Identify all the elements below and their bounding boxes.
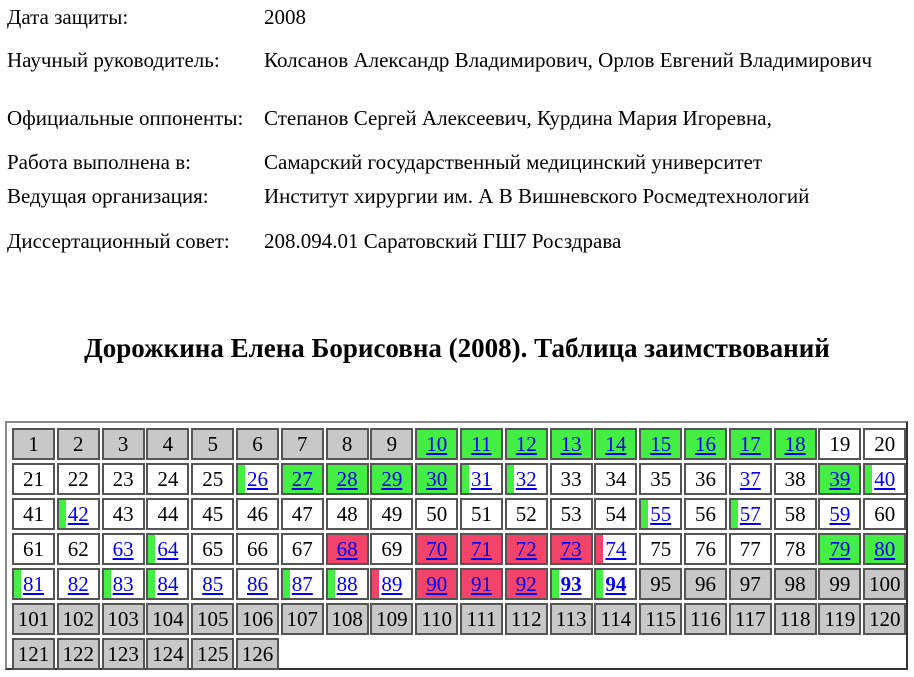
similarity-mark [865, 465, 872, 493]
page-link[interactable]: 30 [426, 467, 448, 491]
page-cell-65 [191, 533, 234, 565]
page-cell-12[interactable] [505, 428, 548, 460]
page-cell-11[interactable] [460, 428, 503, 460]
page-number: 111 [466, 607, 497, 631]
page-link[interactable]: 64 [157, 537, 179, 561]
page-cell-74[interactable] [594, 533, 637, 565]
page-cell-114 [594, 603, 637, 635]
page-number: 24 [157, 467, 179, 491]
page-cell-47 [281, 498, 324, 530]
page-link[interactable]: 15 [650, 432, 672, 456]
page-cell-33 [550, 463, 593, 495]
similarity-mark [59, 500, 66, 528]
page-number: 36 [695, 467, 716, 491]
page-cell-115 [639, 603, 682, 635]
page-link[interactable]: 37 [739, 467, 761, 491]
page-link[interactable]: 92 [515, 572, 537, 596]
page-number: 2 [73, 432, 84, 456]
page-link[interactable]: 87 [291, 572, 313, 596]
info-row-leading-org [7, 178, 904, 215]
page-link[interactable]: 63 [112, 537, 134, 561]
page-cell-107 [281, 603, 324, 635]
page-cell-22 [57, 463, 100, 495]
page-cell-48 [326, 498, 369, 530]
page-cell-1 [12, 428, 55, 460]
page-number: 104 [152, 607, 184, 631]
page-link[interactable]: 94 [605, 572, 627, 596]
page-cell-57[interactable] [729, 498, 772, 530]
page-number: 3 [117, 432, 129, 456]
page-cell-88[interactable] [326, 568, 369, 600]
page-cell-61 [12, 533, 55, 565]
page-cell-14[interactable] [594, 428, 637, 460]
page-cell-2 [57, 428, 100, 460]
page-link[interactable]: 79 [829, 537, 851, 561]
page-cell-102 [57, 603, 100, 635]
page-number: 23 [112, 467, 134, 491]
info-value: Институт хирургии им. А В Вишневского Росмедтехнологий [264, 184, 810, 208]
page-number: 66 [247, 537, 268, 561]
page-cell-82[interactable] [57, 568, 100, 600]
page-cell-54 [594, 498, 637, 530]
page-cell-118 [774, 603, 817, 635]
page-cell-28[interactable] [326, 463, 369, 495]
info-row-institution [7, 147, 904, 178]
page-number: 120 [868, 607, 901, 631]
page-number: 56 [695, 502, 716, 526]
page-cell-3 [102, 428, 145, 460]
similarity-mark [641, 500, 648, 528]
page-cell-123 [102, 638, 145, 670]
dissertation-info-table [7, 3, 904, 267]
page-number: 103 [107, 607, 139, 631]
page-number: 97 [739, 572, 761, 596]
page-cell-5 [191, 428, 234, 460]
page-link[interactable]: 17 [739, 432, 761, 456]
info-value: Самарский государственный медицинский университет [264, 150, 763, 174]
page-link[interactable]: 18 [784, 432, 806, 456]
page-number: 6 [252, 432, 263, 456]
page-number: 25 [202, 467, 224, 491]
page-cell-39[interactable] [818, 463, 861, 495]
page-cell-108 [326, 603, 369, 635]
page-number: 121 [17, 642, 50, 666]
page-link[interactable]: 11 [471, 432, 492, 456]
page-number: 105 [196, 607, 229, 631]
page-number: 53 [560, 502, 582, 526]
info-key: Официальные оппоненты: [7, 105, 244, 130]
page-cell-16[interactable] [684, 428, 727, 460]
page-link[interactable]: 28 [336, 467, 358, 491]
info-row-council [7, 215, 904, 267]
page-cell-85[interactable] [191, 568, 234, 600]
page-cell-67 [281, 533, 324, 565]
page-cell-103 [102, 603, 145, 635]
page-number: 4 [162, 432, 174, 456]
page-cell-109 [370, 603, 413, 635]
page-cell-60 [863, 498, 906, 530]
page-cell-68[interactable] [326, 533, 369, 565]
info-row-defense-date [7, 3, 904, 31]
page-cell-37[interactable] [729, 463, 772, 495]
page-cell-46 [236, 498, 279, 530]
page-link[interactable]: 86 [247, 572, 268, 596]
page-cell-116 [684, 603, 727, 635]
page-number: 62 [67, 537, 89, 561]
page-number: 126 [241, 642, 274, 666]
page-cell-70[interactable] [415, 533, 458, 565]
page-number: 115 [645, 607, 677, 631]
page-cell-125 [191, 638, 234, 670]
page-link[interactable]: 70 [426, 537, 448, 561]
page-cell-18[interactable] [774, 428, 817, 460]
page-number: 54 [605, 502, 627, 526]
page-cell-41 [12, 498, 55, 530]
page-link[interactable]: 81 [23, 572, 44, 596]
page-cell-50 [415, 498, 458, 530]
page-number: 77 [739, 537, 761, 561]
page-cell-105 [191, 603, 234, 635]
page-cell-36 [684, 463, 727, 495]
page-number: 51 [471, 502, 492, 526]
page-cell-31[interactable] [460, 463, 503, 495]
page-number: 38 [784, 467, 806, 491]
page-number: 45 [202, 502, 224, 526]
page-cell-69 [370, 533, 413, 565]
page-number: 106 [241, 607, 274, 631]
page-link[interactable]: 89 [381, 572, 403, 596]
page-cell-58 [774, 498, 817, 530]
page-cell-9 [370, 428, 413, 460]
page-cell-100 [863, 568, 906, 600]
page-cell-24 [146, 463, 189, 495]
page-link[interactable]: 59 [829, 502, 851, 526]
page-cell-27[interactable] [281, 463, 324, 495]
similarity-mark [596, 570, 603, 598]
page-cell-8 [326, 428, 369, 460]
page-link[interactable]: 68 [336, 537, 358, 561]
page-cell-89[interactable] [370, 568, 413, 600]
similarity-mark [552, 570, 559, 598]
page-link[interactable]: 16 [695, 432, 716, 456]
page-cell-26[interactable] [236, 463, 279, 495]
page-link[interactable]: 26 [247, 467, 268, 491]
page-cell-17[interactable] [729, 428, 772, 460]
page-cell-40[interactable] [863, 463, 906, 495]
page-cell-20 [863, 428, 906, 460]
similarity-mark [372, 570, 379, 598]
page-cell-112 [505, 603, 548, 635]
page-number: 61 [23, 537, 44, 561]
page-number: 44 [157, 502, 179, 526]
page-cell-124 [146, 638, 189, 670]
page-number: 52 [515, 502, 537, 526]
page-cell-38 [774, 463, 817, 495]
similarity-mark [596, 535, 603, 563]
page-link[interactable]: 29 [381, 467, 403, 491]
page-cell-122 [57, 638, 100, 670]
page-link[interactable]: 14 [605, 432, 627, 456]
page-number: 95 [650, 572, 672, 596]
page-number: 117 [734, 607, 766, 631]
page-number: 110 [421, 607, 453, 631]
info-value: Степанов Сергей Алексеевич, Курдина Мария Игоревна, [264, 105, 772, 130]
page-cell-95 [639, 568, 682, 600]
page-number: 98 [784, 572, 806, 596]
page-number: 78 [784, 537, 806, 561]
page-link[interactable]: 84 [157, 572, 179, 596]
page-cell-117 [729, 603, 772, 635]
page-cell-119 [818, 603, 861, 635]
page-cell-84[interactable] [146, 568, 189, 600]
page-link[interactable]: 40 [874, 467, 896, 491]
page-number: 22 [67, 467, 89, 491]
info-key: Дата защиты: [7, 4, 129, 29]
page-link[interactable]: 74 [605, 537, 627, 561]
similarity-mark [104, 570, 111, 598]
page-cell-79[interactable] [818, 533, 861, 565]
page-cell-83[interactable] [102, 568, 145, 600]
page-cell-19 [818, 428, 861, 460]
page-number: 119 [824, 607, 856, 631]
page-number: 122 [62, 642, 95, 666]
page-number: 69 [381, 537, 403, 561]
page-cell-32[interactable] [505, 463, 548, 495]
info-row-supervisor [7, 31, 904, 89]
similarity-mark [238, 465, 245, 493]
page-cell-86[interactable] [236, 568, 279, 600]
page-link[interactable]: 10 [426, 432, 448, 456]
page-cell-97 [729, 568, 772, 600]
page-cell-35 [639, 463, 682, 495]
page-cell-64[interactable] [146, 533, 189, 565]
page-link[interactable]: 57 [739, 502, 761, 526]
page-number: 114 [600, 607, 632, 631]
page-number: 116 [690, 607, 721, 631]
page-cell-113 [550, 603, 593, 635]
page-link[interactable]: 13 [560, 432, 582, 456]
info-key: Диссертационный совет: [7, 228, 230, 253]
similarity-mark [148, 535, 155, 563]
page-cell-111 [460, 603, 503, 635]
page-link[interactable]: 32 [515, 467, 537, 491]
page-number: 76 [695, 537, 716, 561]
page-cell-93[interactable] [550, 568, 593, 600]
page-link[interactable]: 83 [112, 572, 134, 596]
page-link[interactable]: 82 [67, 572, 89, 596]
page-cell-92[interactable] [505, 568, 548, 600]
page-link[interactable]: 39 [829, 467, 851, 491]
page-cell-34 [594, 463, 637, 495]
page-cell-51 [460, 498, 503, 530]
page-number: 7 [297, 432, 308, 456]
page-cell-29[interactable] [370, 463, 413, 495]
similarity-mark [507, 465, 514, 493]
page-cell-77 [729, 533, 772, 565]
page-cell-126 [236, 638, 279, 670]
page-number: 67 [291, 537, 313, 561]
page-number: 125 [196, 642, 229, 666]
page-number: 49 [381, 502, 403, 526]
page-number: 113 [555, 607, 587, 631]
page-link[interactable]: 88 [336, 572, 358, 596]
page-link[interactable]: 71 [471, 537, 492, 561]
page-cell-72[interactable] [505, 533, 548, 565]
page-cell-66 [236, 533, 279, 565]
page-cell-49 [370, 498, 413, 530]
page-number: 100 [868, 572, 901, 596]
page-cell-30[interactable] [415, 463, 458, 495]
page-number: 75 [650, 537, 672, 561]
page-cell-80[interactable] [863, 533, 906, 565]
similarity-mark [328, 570, 335, 598]
page-number: 1 [28, 432, 39, 456]
info-key: Работа выполнена в: [7, 150, 191, 174]
page-link[interactable]: 80 [874, 537, 896, 561]
page-number: 102 [62, 607, 95, 631]
page-number: 50 [426, 502, 448, 526]
page-number: 19 [829, 432, 851, 456]
page-cell-13[interactable] [550, 428, 593, 460]
page-cell-44 [146, 498, 189, 530]
page-cell-71[interactable] [460, 533, 503, 565]
page-cell-96 [684, 568, 727, 600]
page-number: 43 [112, 502, 134, 526]
info-key: Ведущая организация: [7, 184, 209, 208]
similarity-mark [14, 570, 21, 598]
page-title: Дорожкина Елена Борисовна (2008). Таблица заимствований [84, 333, 830, 363]
info-value: Колсанов Александр Владимирович, Орлов Евгений Владимирович [264, 47, 873, 72]
page-cell-7 [281, 428, 324, 460]
page-cell-43 [102, 498, 145, 530]
page-cell-62 [57, 533, 100, 565]
similarity-mark [283, 570, 290, 598]
page-cell-120 [863, 603, 906, 635]
page-cell-90[interactable] [415, 568, 458, 600]
page-cell-106 [236, 603, 279, 635]
page-link[interactable]: 90 [426, 572, 448, 596]
page-number: 60 [874, 502, 896, 526]
page-number: 101 [17, 607, 50, 631]
page-cell-56 [684, 498, 727, 530]
page-number: 96 [695, 572, 716, 596]
page-link[interactable]: 91 [471, 572, 492, 596]
info-key: Научный руководитель: [7, 47, 220, 72]
page-cell-81[interactable] [12, 568, 55, 600]
page-cell-104 [146, 603, 189, 635]
page-number: 35 [650, 467, 672, 491]
page-cell-55[interactable] [639, 498, 682, 530]
page-number: 99 [829, 572, 851, 596]
page-cell-98 [774, 568, 817, 600]
page-number: 108 [331, 607, 363, 631]
page-number: 46 [247, 502, 268, 526]
similarity-mark [731, 500, 738, 528]
similarity-mark [462, 465, 469, 493]
similarity-mark [148, 570, 155, 598]
page-link[interactable]: 12 [515, 432, 537, 456]
page-number: 41 [23, 502, 44, 526]
page-number: 58 [784, 502, 806, 526]
info-value: 2008 [264, 4, 306, 29]
page-cell-121 [12, 638, 55, 670]
page-number: 21 [23, 467, 44, 491]
page-cell-101 [12, 603, 55, 635]
page-cell-45 [191, 498, 234, 530]
page-number: 5 [207, 432, 218, 456]
page-number: 112 [510, 607, 542, 631]
page-number: 48 [336, 502, 358, 526]
page-number: 47 [291, 502, 313, 526]
page-cell-99 [818, 568, 861, 600]
page-cell-91[interactable] [460, 568, 503, 600]
page-number: 33 [560, 467, 582, 491]
page-cell-94[interactable] [594, 568, 637, 600]
page-number: 8 [341, 432, 353, 456]
page-cell-23 [102, 463, 145, 495]
page-number: 20 [874, 432, 896, 456]
page-cell-63[interactable] [102, 533, 145, 565]
page-link[interactable]: 73 [560, 537, 582, 561]
page-link[interactable]: 85 [202, 572, 224, 596]
borrowings-table [5, 421, 908, 670]
page-link[interactable]: 55 [650, 502, 672, 526]
page-number: 123 [107, 642, 139, 666]
page-number: 107 [286, 607, 319, 631]
page-cell-73[interactable] [550, 533, 593, 565]
page-cell-6 [236, 428, 279, 460]
page-cell-53 [550, 498, 593, 530]
page-link[interactable]: 72 [515, 537, 537, 561]
page-cell-59[interactable] [818, 498, 861, 530]
page-number: 34 [605, 467, 627, 491]
page-cell-52 [505, 498, 548, 530]
page-cell-76 [684, 533, 727, 565]
page-number: 109 [376, 607, 408, 631]
page-cell-25 [191, 463, 234, 495]
page-cell-21 [12, 463, 55, 495]
page-link[interactable]: 42 [67, 502, 89, 526]
page-cell-10[interactable] [415, 428, 458, 460]
info-row-opponents [7, 89, 904, 147]
page-link[interactable]: 27 [291, 467, 313, 491]
page-number: 65 [202, 537, 224, 561]
page-cell-78 [774, 533, 817, 565]
page-cell-42[interactable] [57, 498, 100, 530]
page-cell-110 [415, 603, 458, 635]
page-cell-75 [639, 533, 682, 565]
page-cell-4 [146, 428, 189, 460]
page-number: 124 [152, 642, 184, 666]
page-link[interactable]: 31 [471, 467, 492, 491]
page-number: 9 [386, 432, 398, 456]
info-value: 208.094.01 Саратовский ГШ7 Росздрава [264, 228, 622, 253]
page-cell-87[interactable] [281, 568, 324, 600]
page-cell-15[interactable] [639, 428, 682, 460]
page-number: 118 [779, 607, 811, 631]
page-link[interactable]: 93 [560, 572, 582, 596]
